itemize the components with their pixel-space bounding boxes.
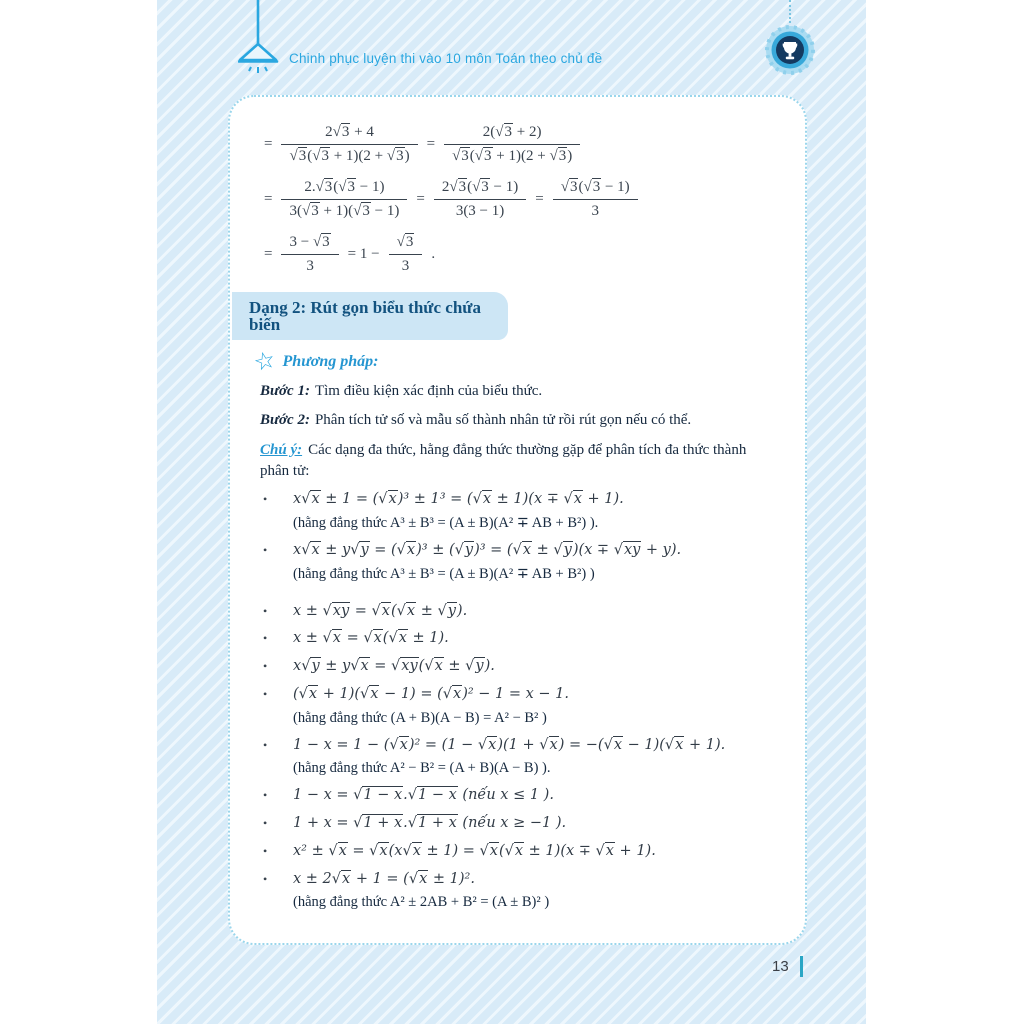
equation-line bbox=[260, 178, 779, 221]
sqrt-expression: √1 + x bbox=[353, 815, 403, 832]
identity-formula: x√y ± y√x = √xy(√x ± √y). bbox=[293, 658, 495, 675]
equation-text: = bbox=[426, 136, 436, 152]
bullet-icon: • bbox=[263, 686, 268, 701]
step-label: Bước 1: bbox=[260, 383, 310, 399]
sqrt-expression: √3 bbox=[495, 124, 512, 140]
sqrt-expression: √x bbox=[369, 842, 388, 859]
step-label: Bước 2: bbox=[260, 411, 310, 428]
identity-note: (hằng đẳng thức A³ ± B³ = (A ± B)(A² ∓ AB + B²) ). bbox=[293, 514, 599, 531]
star-icon: ☆ bbox=[251, 346, 279, 378]
page-number-bar bbox=[800, 956, 803, 977]
step-item bbox=[260, 410, 779, 432]
sqrt-expression: √y bbox=[301, 658, 320, 675]
sqrt-expression: √xy bbox=[391, 658, 418, 675]
note-line bbox=[260, 440, 779, 484]
fraction bbox=[444, 123, 580, 166]
sqrt-expression: √x bbox=[363, 630, 382, 647]
sqrt-expression: √x bbox=[301, 491, 320, 507]
equation-line bbox=[260, 123, 779, 166]
equation-block bbox=[260, 123, 779, 276]
sqrt-expression: √x bbox=[396, 541, 416, 558]
bullet-icon: • bbox=[263, 843, 268, 858]
identity-formula: x ± 2√x + 1 = (√x ± 1)². bbox=[293, 870, 475, 887]
fraction bbox=[434, 178, 526, 221]
fraction-numerator: 2√3 + 4 bbox=[281, 123, 417, 145]
identity-formula: 1 − x = 1 − (√x)² = (1 − √x)(1 + √x) = −(√x − 1)(√x + 1). bbox=[293, 736, 726, 753]
step-item bbox=[260, 381, 779, 403]
identity-formula: 1 + x = √1 + x.√1 + x (nếu x ≥ −1 ). bbox=[293, 815, 567, 832]
bullet-icon: • bbox=[263, 788, 268, 803]
identity-note: (hằng đẳng thức A² ± 2AB + B² = (A ± B)² ) bbox=[293, 894, 550, 911]
fraction-denominator: 3(√3 + 1)(√3 − 1) bbox=[289, 203, 400, 219]
sqrt-expression: √x bbox=[442, 685, 462, 702]
identity-item bbox=[260, 684, 779, 706]
sqrt-expression: √y bbox=[553, 541, 572, 558]
sqrt-expression: √3 bbox=[386, 148, 404, 164]
identity-item bbox=[260, 601, 779, 623]
sqrt-expression: √x bbox=[298, 685, 318, 702]
sqrt-expression: √3 bbox=[452, 148, 469, 164]
sqrt-expression: √3 bbox=[396, 234, 414, 250]
identity-item bbox=[260, 813, 779, 835]
sqrt-expression: √xy bbox=[613, 541, 641, 558]
sqrt-expression: √x bbox=[595, 842, 614, 859]
fraction-numerator: 2√3(√3 − 1) bbox=[434, 178, 526, 200]
identity-formula: (√x + 1)(√x − 1) = (√x)² − 1 = x − 1. bbox=[293, 685, 569, 702]
sqrt-expression: √y bbox=[350, 541, 369, 558]
fraction-denominator: 3 bbox=[591, 203, 599, 219]
sqrt-expression: √x bbox=[539, 736, 558, 753]
sqrt-expression: √x bbox=[472, 491, 492, 507]
bullet-icon: • bbox=[263, 816, 268, 831]
identity-formula: x ± √xy = √x(√x ± √y). bbox=[293, 602, 468, 619]
fraction-numerator bbox=[389, 233, 423, 255]
sqrt-expression: √x bbox=[350, 658, 369, 675]
sqrt-expression: √x bbox=[389, 736, 408, 753]
equation-text: = bbox=[264, 246, 273, 262]
identity-item bbox=[260, 785, 779, 807]
sqrt-expression: √x bbox=[504, 842, 524, 859]
equation-text: . bbox=[431, 246, 436, 262]
identity-formula: x² ± √x = √x(x√x ± 1) = √x(√x ± 1)(x ∓ √x + 1). bbox=[293, 842, 656, 859]
sqrt-expression: √x bbox=[603, 736, 622, 753]
sqrt-expression: √x bbox=[301, 541, 320, 558]
fraction bbox=[553, 178, 638, 221]
bullet-icon: • bbox=[263, 631, 268, 646]
sqrt-expression: √3 bbox=[332, 124, 350, 140]
steps bbox=[260, 381, 779, 432]
sqrt-expression: √3 bbox=[353, 203, 370, 219]
sqrt-expression: √x bbox=[424, 658, 443, 675]
identity-item bbox=[260, 841, 779, 863]
content-card bbox=[228, 95, 807, 945]
sqrt-expression: √1 + x bbox=[407, 815, 457, 832]
sqrt-expression: √x bbox=[388, 630, 407, 647]
fraction-denominator: 3 bbox=[401, 258, 410, 274]
sqrt-expression: √3 bbox=[560, 179, 578, 195]
hanging-lamp-icon bbox=[238, 0, 282, 80]
sqrt-expression: √3 bbox=[289, 148, 307, 164]
sqrt-expression: √3 bbox=[583, 179, 601, 195]
bullet-icon: • bbox=[263, 737, 268, 752]
sqrt-expression: √x bbox=[331, 870, 351, 887]
equation-text: = bbox=[535, 191, 544, 207]
identity-item bbox=[260, 869, 779, 891]
fraction-denominator: 3(3 − 1) bbox=[455, 203, 505, 219]
fraction bbox=[281, 178, 407, 221]
sqrt-expression: √3 bbox=[474, 148, 492, 164]
sqrt-expression: √x bbox=[322, 630, 341, 647]
fraction-denominator: √3(√3 + 1)(2 + √3) bbox=[452, 148, 573, 164]
sqrt-expression: √1 − x bbox=[353, 787, 403, 804]
identity-formula: 1 − x = √1 − x.√1 − x (nếu x ≤ 1 ). bbox=[293, 787, 554, 804]
sqrt-expression: √y bbox=[437, 602, 456, 619]
sqrt-expression: √x bbox=[477, 736, 497, 753]
equation-text: = bbox=[416, 191, 425, 207]
step-text: Phân tích tử số và mẫu số thành nhân tử rồi rút gọn nếu có thể. bbox=[314, 411, 692, 428]
bullet-icon: • bbox=[263, 492, 268, 506]
identity-item bbox=[260, 489, 779, 511]
sqrt-expression: √x bbox=[371, 602, 390, 619]
sqrt-expression: √y bbox=[454, 541, 474, 558]
sqrt-expression: √3 bbox=[312, 148, 329, 164]
identity-note: (hằng đẳng thức (A + B)(A − B) = A² − B² ) bbox=[293, 709, 547, 726]
identity-item bbox=[260, 540, 779, 562]
equation-text: = bbox=[264, 191, 273, 207]
fraction bbox=[389, 233, 423, 276]
fraction-numerator: 2.√3(√3 − 1) bbox=[281, 178, 407, 200]
identities-list bbox=[260, 489, 779, 913]
method-row bbox=[251, 346, 779, 378]
method-label: Phương pháp: bbox=[282, 353, 379, 370]
fraction bbox=[281, 233, 338, 276]
sqrt-expression: √x bbox=[563, 491, 582, 507]
identity-item bbox=[260, 628, 779, 650]
fraction-numerator: 3 − √3 bbox=[281, 233, 338, 255]
fraction-numerator: √3(√3 − 1) bbox=[553, 178, 638, 200]
fraction bbox=[281, 123, 417, 166]
sqrt-expression: √3 bbox=[315, 179, 333, 195]
identity-item bbox=[260, 656, 779, 678]
sqrt-expression: √x bbox=[402, 842, 421, 859]
identity-formula: x ± √x = √x(√x ± 1). bbox=[293, 630, 449, 647]
fraction-numerator: 2(√3 + 2) bbox=[444, 123, 580, 145]
identity-formula: x√x ± y√y = (√x)³ ± (√y)³ = (√x ± √y)(x ∓ √xy + y). bbox=[293, 541, 682, 558]
sqrt-expression: √x bbox=[396, 602, 416, 619]
bullet-icon: • bbox=[263, 542, 268, 557]
bullet-icon: • bbox=[263, 603, 268, 618]
identity-item bbox=[260, 735, 779, 757]
sqrt-expression: √xy bbox=[322, 602, 350, 619]
note-label: Chú ý: bbox=[260, 441, 303, 458]
note-text: Các dạng đa thức, hằng đẳng thức thường gặp để phân tích đa thức thành phân tử: bbox=[260, 441, 747, 480]
trophy-dotted-line bbox=[789, 0, 791, 23]
identity-formula: x√x ± 1 = (√x)³ ± 1³ = (√x ± 1)(x ∓ √x + 1). bbox=[293, 491, 624, 507]
step-text: Tìm điều kiện xác định của biểu thức. bbox=[314, 383, 543, 399]
equation-line bbox=[260, 233, 779, 276]
sqrt-expression: √3 bbox=[312, 234, 330, 250]
trophy-medal-icon bbox=[762, 22, 818, 78]
identity-note: (hằng đẳng thức A³ ± B³ = (A ± B)(A² ∓ AB + B²) ) bbox=[293, 565, 595, 582]
sqrt-expression: √3 bbox=[449, 179, 467, 195]
sqrt-expression: √y bbox=[465, 658, 484, 675]
sqrt-expression: √3 bbox=[472, 179, 489, 195]
sqrt-expression: √x bbox=[408, 870, 428, 887]
fraction-denominator: √3(√3 + 1)(2 + √3) bbox=[289, 148, 410, 164]
header-title: Chinh phục luyện thi vào 10 môn Toán theo chủ đề bbox=[289, 51, 603, 66]
sqrt-expression: √3 bbox=[301, 203, 319, 219]
sqrt-expression: √x bbox=[360, 685, 379, 702]
section-heading: Dạng 2: Rút gọn biểu thức chứa biến bbox=[232, 292, 508, 340]
sqrt-expression: √1 − x bbox=[407, 787, 457, 804]
sqrt-expression: √x bbox=[378, 491, 397, 507]
identity-note: (hằng đẳng thức A² − B² = (A + B)(A − B) ). bbox=[293, 760, 551, 777]
sqrt-expression: √3 bbox=[338, 179, 356, 195]
equation-text: = bbox=[264, 136, 273, 152]
sqrt-expression: √x bbox=[479, 842, 498, 859]
sqrt-expression: √x bbox=[328, 842, 347, 859]
equation-text: = 1 − bbox=[347, 246, 380, 262]
fraction-denominator: 3 bbox=[306, 258, 314, 274]
bullet-icon: • bbox=[263, 871, 268, 886]
bullet-icon: • bbox=[263, 659, 268, 674]
page-number: 13 bbox=[772, 958, 789, 975]
sqrt-expression: √x bbox=[664, 736, 684, 753]
sqrt-expression: √3 bbox=[549, 148, 567, 164]
sqrt-expression: √x bbox=[512, 541, 531, 558]
